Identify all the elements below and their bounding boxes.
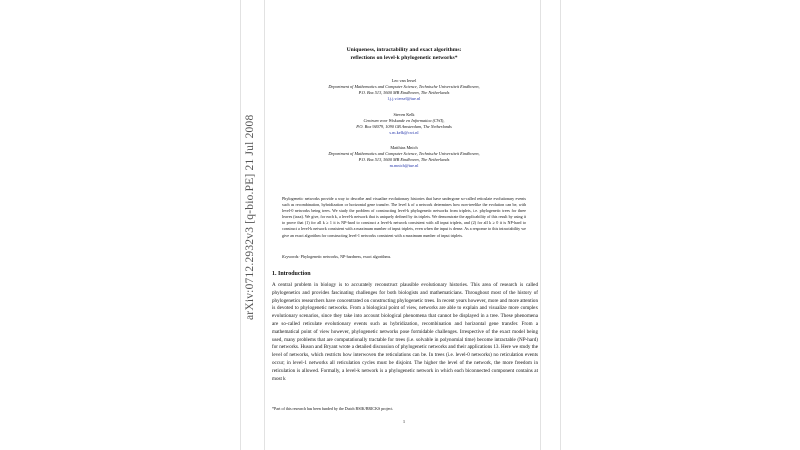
author-affiliation: P.O. Box 94079, 1090 GB Amsterdam, The Netherlands (356, 123, 452, 129)
paper-page (270, 0, 538, 450)
author-name: Steven Kelk (393, 112, 415, 117)
author-affiliation: P.O. Box 513, 5600 MB Eindhoven, The Netherlands (358, 156, 450, 162)
author-name: Leo van Iersel (391, 78, 417, 83)
keywords-label: Keywords: (282, 254, 300, 259)
title-line: reflections on level-k phylogenetic networks* (350, 55, 458, 61)
footnote: *Part of this research has been funded by the Dutch BSIK/BRICKS project. (272, 406, 394, 411)
author-affiliation: P.O. Box 513, 5600 MB Eindhoven, The Netherlands (358, 89, 450, 95)
author-block (270, 78, 538, 102)
page-number: 1 (402, 419, 406, 424)
author-email[interactable]: l.j.j.v.iersel@tue.nl (387, 95, 421, 101)
author-email[interactable]: s.m.kelk@cwi.nl (389, 129, 419, 135)
author-block (270, 145, 538, 169)
title-line: Uniqueness, intractability and exact algorithms: (346, 47, 462, 53)
author-affiliation: Department of Mathematics and Computer Science, Technische Universiteit Eindhoven, (328, 150, 480, 156)
introduction-text: A central problem in biology is to accurately reconstruct plausible evolutionary histories. This area of research is called phylogenetics and provides fascinating challenges for both biologists and mathematicians. Throughout most of the history of phylogenetics researchers have concentrated on constructing phylogenetic trees. In recent years however, more and more attention is devoted to phylogenetic networks. From a biological point of view, networks are able to explain and visualize more complex evolutionary scenarios, since they take into account biological phenomena that cannot be displayed in a tree. These phenomena are so-called reticulate evolutionary events such as hybridization, recombination and horizontal gene transfer. From a mathematical point of view however, phylogenetic networks pose formidable challenges. Irrespective of the exact model being used, many problems that are computationally tractable for trees (i.e. solvable in polynomial time) become intractable (NP-hard) for networks. Huson and Bryant wrote a detailed discussion of phylogenetic networks and their applications 13. Here we study the level of networks, which restricts how interwoven the reticulations can be. In trees (i.e. level-0 networks) no reticulation events occur; in level-1 networks all reticulation cycles must be disjoint. The higher the level of the network, the more freedom in reticulation is allowed. Formally, a level-k network is a phylogenetic network in which each biconnected component contains at most k (272, 282, 538, 382)
author-affiliation: Centrum voor Wiskunde en Informatica (CWI), (363, 117, 445, 123)
abstract: Phylogenetic networks provide a way to describe and visualize evolutionary histories that have undergone so-called reticulate evolutionary events such as recombination, hybridization or horizontal gene transfer. The level k of a network determines how non-treelike the evolution can be, with level-0 networks being trees. We study the problem of constructing level-k phylogenetic networks from triplets, i.e. phylogenetic trees for three leaves (taxa). We give, for each k, a level-k network that is uniquely defined by its triplets. We demonstrate the applicability of this result by using it to prove that (1) for all k ≥ 1 it is NP-hard to construct a level-k network consistent with all input triplets, and (2) for all k ≥ 0 it is NP-hard to construct a level-k network consistent with a maximum number of input triplets, even when the input is dense. As a response to this intractability we give an exact algorithm for constructing level-1 networks consistent with a maximum number of input triplets. (282, 196, 526, 238)
background-stripe (240, 0, 241, 450)
author-email[interactable]: m.mnich@tue.nl (389, 162, 419, 168)
author-affiliation: Department of Mathematics and Computer Science, Technische Universiteit Eindhoven, (328, 83, 480, 89)
background-stripe (264, 0, 265, 450)
section-heading: 1. Introduction (272, 271, 311, 277)
author-block (270, 112, 538, 136)
keywords-text: Phylogenetic networks, NP-hardness, exact algorithms. (300, 254, 392, 259)
arxiv-stamp: arXiv:0712.2932v3 [q-bio.PE] 21 Jul 2008 (244, 114, 256, 320)
background-stripe (560, 0, 561, 450)
author-name: Matthias Mnich (390, 145, 418, 150)
background-stripe (540, 0, 541, 450)
paper-title (270, 46, 538, 62)
keywords (282, 254, 526, 260)
